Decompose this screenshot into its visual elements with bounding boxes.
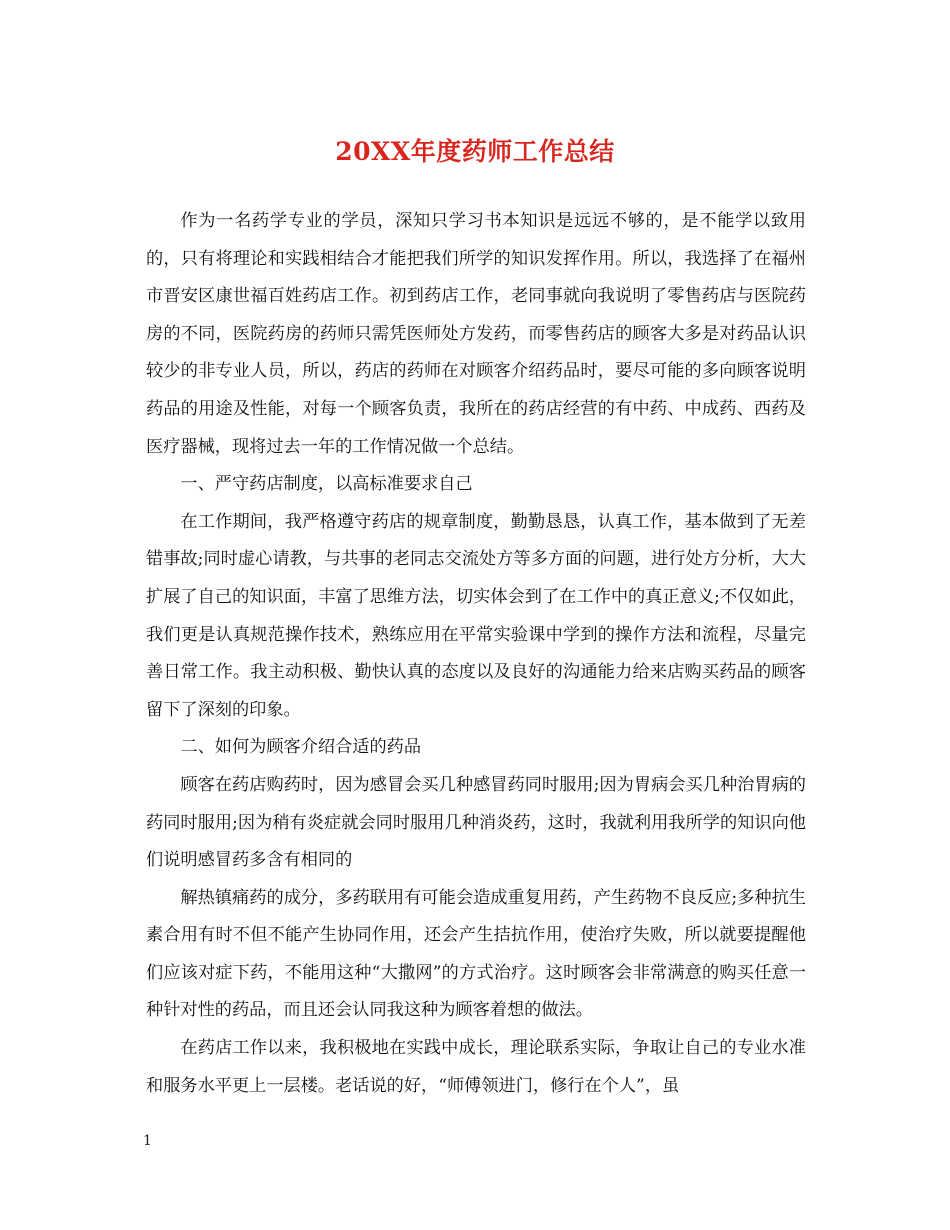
page-number: 1	[143, 1133, 152, 1149]
paragraph-section-2a: 顾客在药店购药时，因为感冒会买几种感冒药同时服用;因为胃病会买几种治胃病的药同时服用;因为稍有炎症就会同时服用几种消炎药，这时，我就利用我所学的知识向他们说明感冒药多含有相同的	[146, 774, 806, 871]
paragraph-section-1: 在工作期间，我严格遵守药店的规章制度，勤勤恳恳，认真工作，基本做到了无差错事故;同时虚心请教，与共事的老同志交流处方等多方面的问题，进行处方分析，大大扩展了自己的知识面，丰富了思维方法，切实体会到了在工作中的真正意义;不仅如此，我们更是认真规范操作技术，熟练应用在平常实验课中学到的操作方法和流程，尽量完善日常工作。我主动积极、勤快认真的态度以及良好的沟通能力给来店购买药品的顾客留下了深刻的印象。	[146, 511, 806, 720]
document-body	[146, 203, 806, 1105]
paragraph-intro: 作为一名药学专业的学员，深知只学习书本知识是远远不够的，是不能学以致用的，只有将理论和实践相结合才能把我们所学的知识发挥作用。所以，我选择了在福州市晋安区康世福百姓药店工作。初到药店工作，老同事就向我说明了零售药店与医院药房的不同，医院药房的药师只需凭医师处方发药，而零售药店的顾客大多是对药品认识较少的非专业人员，所以，药店的药师在对顾客介绍药品时，要尽可能的多向顾客说明药品的用途及性能，对每一个顾客负责，我所在的药店经营的有中药、中成药、西药及医疗器械，现将过去一年的工作情况做一个总结。	[146, 211, 806, 457]
document-title: 20XX年度药师工作总结	[335, 137, 615, 166]
section-heading-2: 二、如何为顾客介绍合适的药品	[180, 737, 422, 758]
section-heading-1: 一、严守药店制度，以高标准要求自己	[180, 474, 473, 495]
paragraph-section-2c: 在药店工作以来，我积极地在实践中成长，理论联系实际，争取让自己的专业水准和服务水平更上一层楼。老话说的好，“师傅领进门，修行在个人”，虽	[146, 1038, 806, 1096]
paragraph-section-2b: 解热镇痛药的成分，多药联用有可能会造成重复用药，产生药物不良反应;多种抗生素合用有时不但不能产生协同作用，还会产生拮抗作用，使治疗失败，所以就要提醒他们应该对症下药，不能用这种“大撒网”的方式治疗。这时顾客会非常满意的购买任意一种针对性的药品，而且还会认同我这种为顾客着想的做法。	[146, 887, 806, 1021]
